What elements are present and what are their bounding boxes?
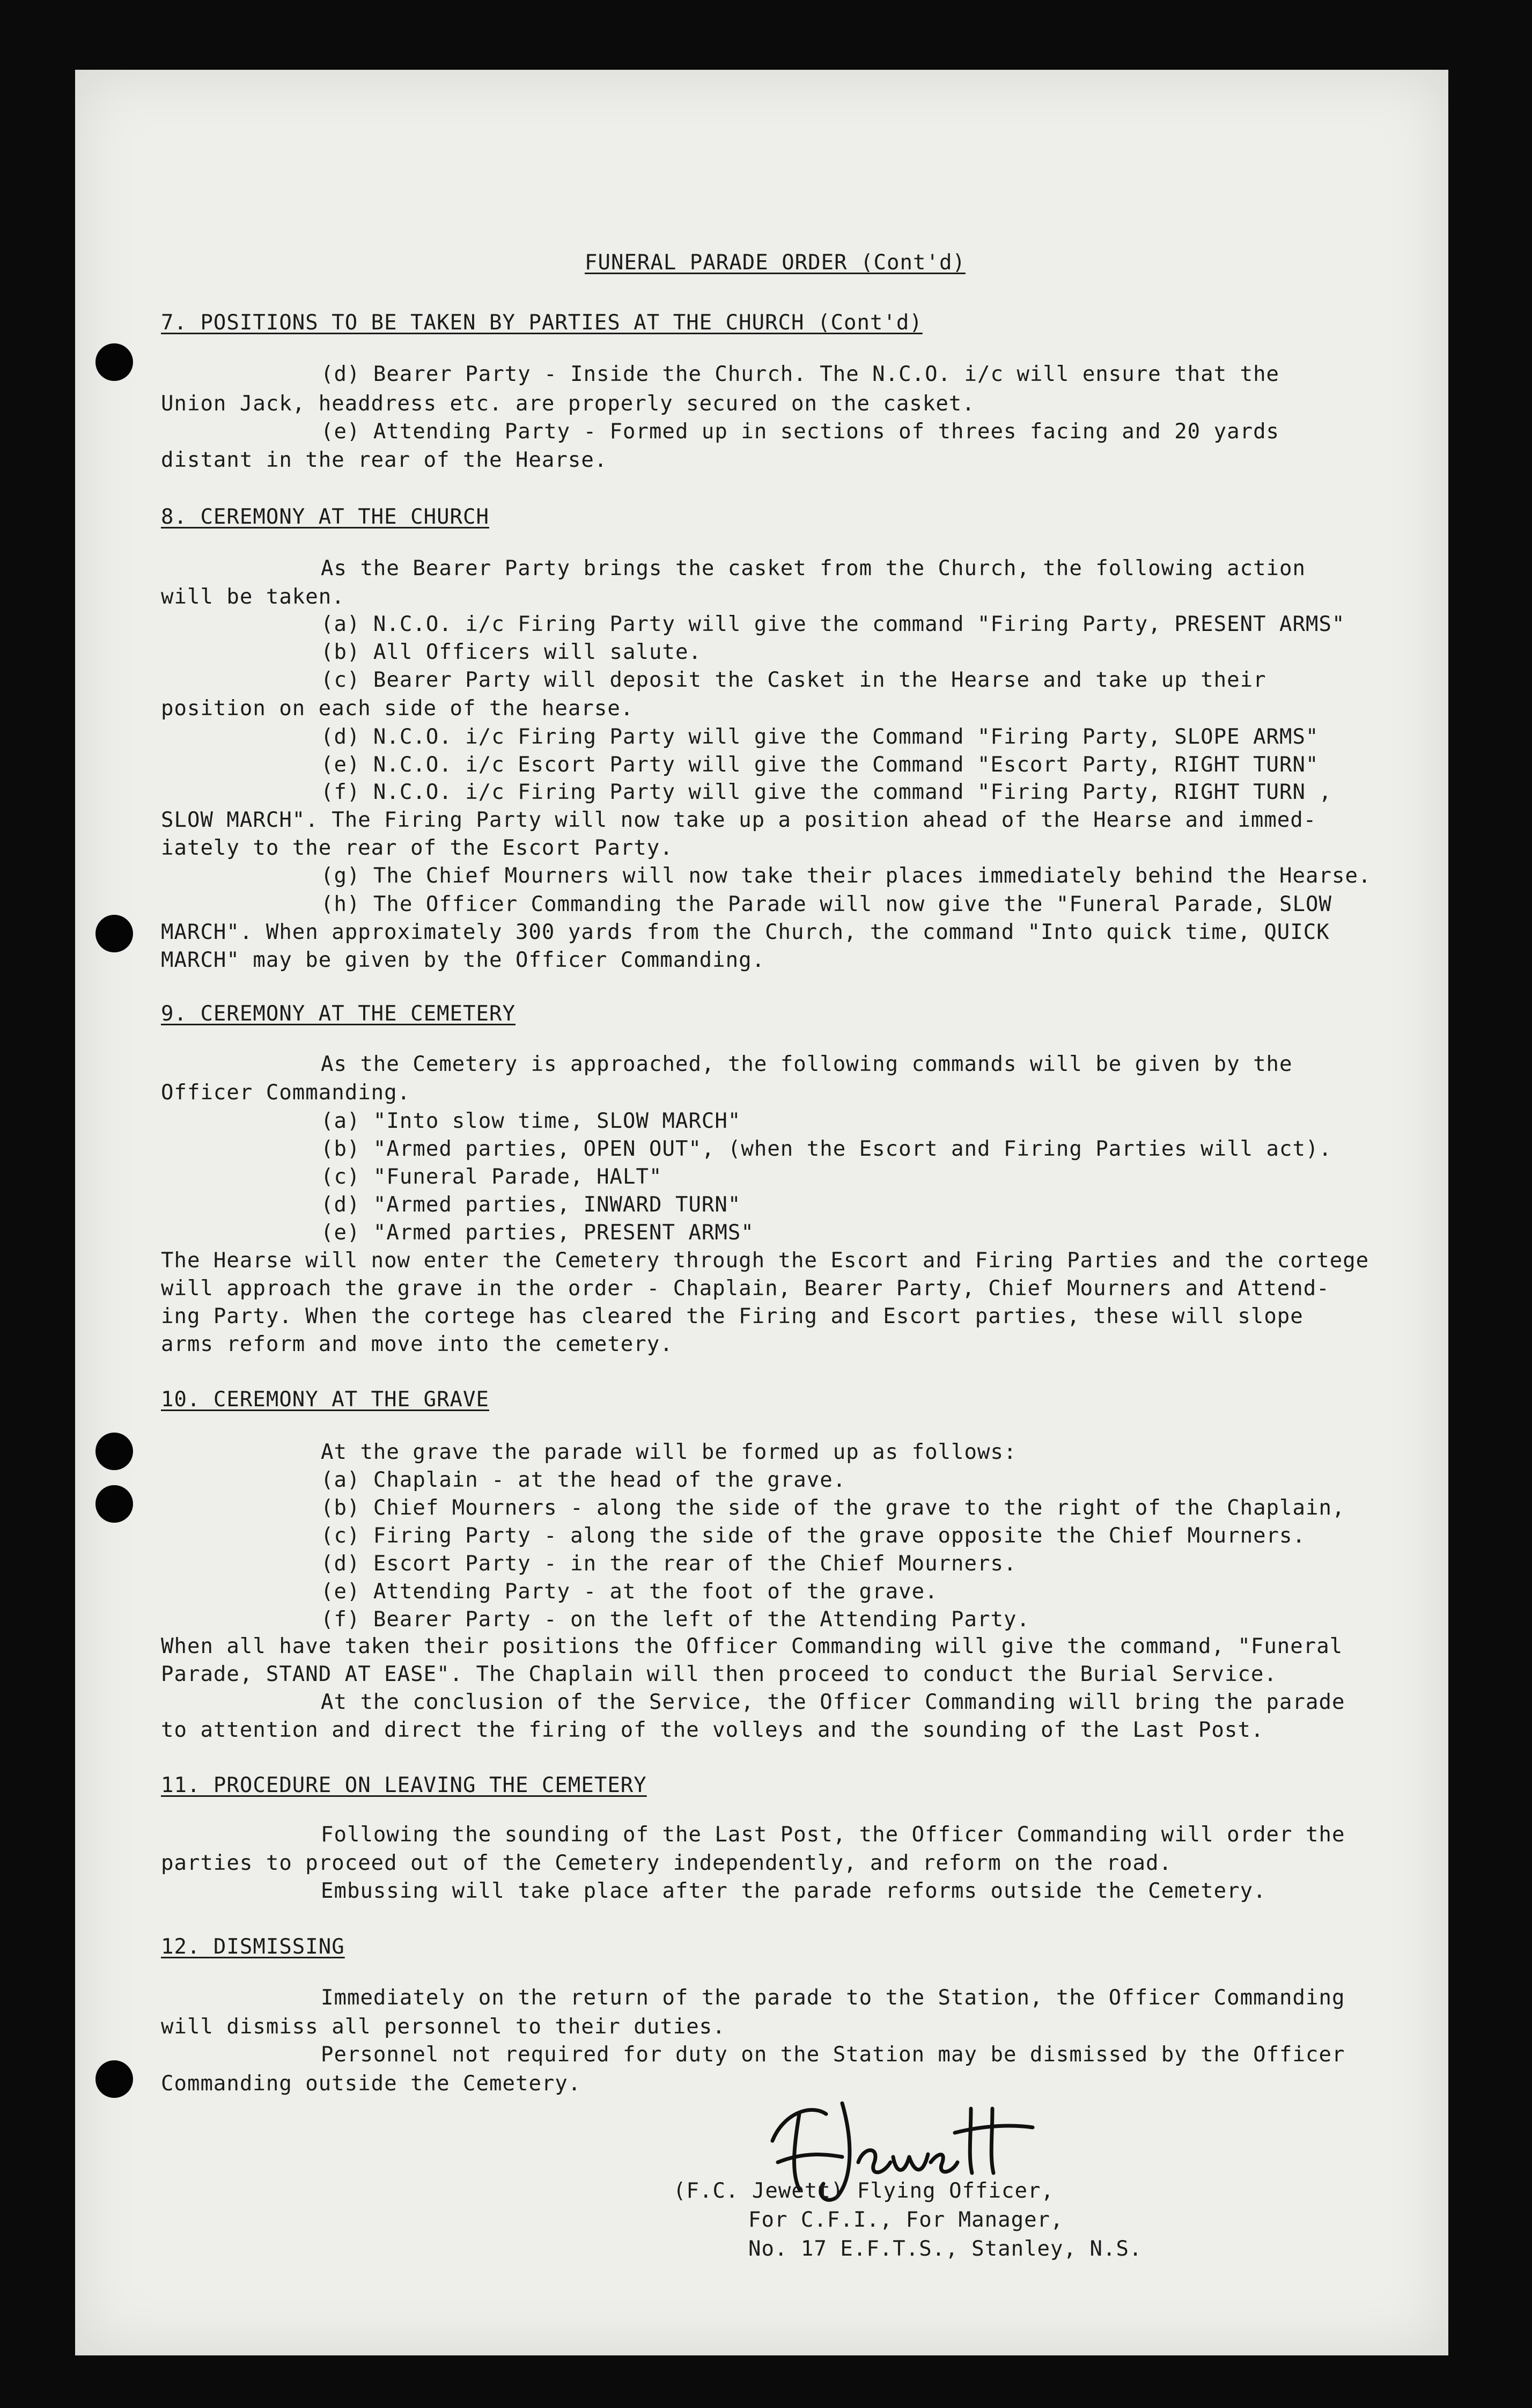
punch-hole xyxy=(95,1485,133,1523)
s9-line: (b) "Armed parties, OPEN OUT", (when the Escort and Firing Parties will act). xyxy=(321,1137,1332,1161)
s9-line: (e) "Armed parties, PRESENT ARMS" xyxy=(321,1221,754,1245)
s10-line: At the grave the parade will be formed up as follows: xyxy=(321,1440,1017,1464)
s8-line: (f) N.C.O. i/c Firing Party will give the command "Firing Party, RIGHT TURN , xyxy=(321,780,1332,804)
s8-line: (e) N.C.O. i/c Escort Party will give the Command "Escort Party, RIGHT TURN" xyxy=(321,753,1319,777)
s8-line: MARCH". When approximately 300 yards from the Church, the command "Into quick time, QUICK xyxy=(161,920,1330,944)
s8-line: (d) N.C.O. i/c Firing Party will give the Command "Firing Party, SLOPE ARMS" xyxy=(321,725,1319,749)
s11-line: parties to proceed out of the Cemetery independently, and reform on the road. xyxy=(161,1851,1172,1875)
s9-line: The Hearse will now enter the Cemetery through the Escort and Firing Parties and the cortege xyxy=(161,1249,1369,1273)
s10-line: to attention and direct the firing of the volleys and the sounding of the Last Post. xyxy=(161,1718,1264,1742)
s8-line: MARCH" may be given by the Officer Commanding. xyxy=(161,948,765,972)
s11-line: Following the sounding of the Last Post, the Officer Commanding will order the xyxy=(321,1823,1345,1847)
s8-line: (c) Bearer Party will deposit the Casket in the Hearse and take up their xyxy=(321,668,1266,692)
section-9-heading: 9. CEREMONY AT THE CEMETERY xyxy=(161,1002,515,1026)
s8-line: position on each side of the hearse. xyxy=(161,696,634,721)
s12-line: Personnel not required for duty on the Station may be dismissed by the Officer xyxy=(321,2043,1345,2067)
punch-hole xyxy=(95,2060,133,2098)
s10-line: (d) Escort Party - in the rear of the Chief Mourners. xyxy=(321,1552,1017,1576)
s12-line: Immediately on the return of the parade to the Station, the Officer Commanding xyxy=(321,1986,1345,2010)
s9-line: (c) "Funeral Parade, HALT" xyxy=(321,1165,662,1189)
s12-line: Commanding outside the Cemetery. xyxy=(161,2072,581,2096)
section-8-heading: 8. CEREMONY AT THE CHURCH xyxy=(161,505,489,529)
s7-line: distant in the rear of the Hearse. xyxy=(161,448,608,472)
s10-line: Parade, STAND AT EASE". The Chaplain will then proceed to conduct the Burial Service. xyxy=(161,1662,1277,1686)
section-12-heading: 12. DISMISSING xyxy=(161,1935,345,1959)
s8-line: iately to the rear of the Escort Party. xyxy=(161,836,673,860)
page-title: FUNERAL PARADE ORDER (Cont'd) xyxy=(585,251,966,275)
s8-line: (a) N.C.O. i/c Firing Party will give the command "Firing Party, PRESENT ARMS" xyxy=(321,612,1345,636)
s9-line: arms reform and move into the cemetery. xyxy=(161,1332,673,1356)
s10-line: (c) Firing Party - along the side of the grave opposite the Chief Mourners. xyxy=(321,1524,1306,1548)
punch-hole xyxy=(95,1433,133,1470)
s9-line: (a) "Into slow time, SLOW MARCH" xyxy=(321,1109,741,1133)
s8-line: As the Bearer Party brings the casket from the Church, the following action xyxy=(321,556,1306,581)
s8-line: (h) The Officer Commanding the Parade will now give the "Funeral Parade, SLOW xyxy=(321,892,1332,916)
s10-line: When all have taken their positions the Officer Commanding will give the command, "Funeral xyxy=(161,1634,1343,1658)
s8-line: (g) The Chief Mourners will now take their places immediately behind the Hearse. xyxy=(321,864,1372,888)
s10-line: (f) Bearer Party - on the left of the Attending Party. xyxy=(321,1607,1030,1632)
s8-line: will be taken. xyxy=(161,585,345,609)
section-10-heading: 10. CEREMONY AT THE GRAVE xyxy=(161,1387,489,1412)
s10-line: (a) Chaplain - at the head of the grave. xyxy=(321,1468,846,1492)
s7-line: Union Jack, headdress etc. are properly secured on the casket. xyxy=(161,392,975,416)
s11-line: Embussing will take place after the parade reforms outside the Cemetery. xyxy=(321,1879,1266,1903)
signature-line-2: For C.F.I., For Manager, xyxy=(748,2208,1064,2232)
s12-line: will dismiss all personnel to their duties. xyxy=(161,2015,726,2039)
s8-line: SLOW MARCH". The Firing Party will now take up a position ahead of the Hearse and immed- xyxy=(161,808,1317,832)
s9-line: Officer Commanding. xyxy=(161,1081,411,1105)
section-11-heading: 11. PROCEDURE ON LEAVING THE CEMETERY xyxy=(161,1773,647,1797)
s9-line: As the Cemetery is approached, the following commands will be given by the xyxy=(321,1052,1293,1076)
s9-line: (d) "Armed parties, INWARD TURN" xyxy=(321,1193,741,1217)
signature-line-1: (F.C. Jewett) Flying Officer, xyxy=(673,2179,1054,2203)
signature-line-3: No. 17 E.F.T.S., Stanley, N.S. xyxy=(748,2237,1143,2261)
punch-hole xyxy=(95,343,133,381)
section-7-heading: 7. POSITIONS TO BE TAKEN BY PARTIES AT THE CHURCH (Cont'd) xyxy=(161,311,923,335)
s10-line: (e) Attending Party - at the foot of the grave. xyxy=(321,1580,938,1604)
s7-line: (e) Attending Party - Formed up in sections of threes facing and 20 yards xyxy=(321,420,1280,444)
s9-line: ing Party. When the cortege has cleared the Firing and Escort parties, these will slope xyxy=(161,1304,1303,1328)
s8-line: (b) All Officers will salute. xyxy=(321,640,702,664)
s10-line: (b) Chief Mourners - along the side of the grave to the right of the Chaplain, xyxy=(321,1496,1345,1520)
s9-line: will approach the grave in the order - Chaplain, Bearer Party, Chief Mourners and Attend- xyxy=(161,1276,1330,1301)
s10-line: At the conclusion of the Service, the Officer Commanding will bring the parade xyxy=(321,1690,1345,1714)
s7-line: (d) Bearer Party - Inside the Church. The N.C.O. i/c will ensure that the xyxy=(321,362,1280,386)
punch-hole xyxy=(95,915,133,952)
